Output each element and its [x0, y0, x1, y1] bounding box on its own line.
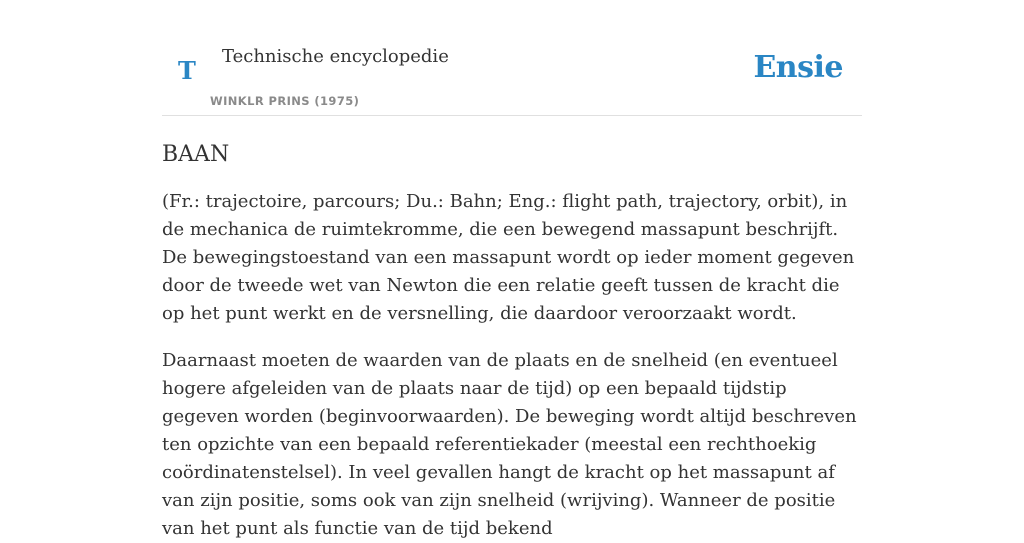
book-title-link[interactable]: Technische encyclopedie [222, 46, 449, 67]
brand-logo[interactable]: Ensie [753, 50, 843, 85]
page [162, 0, 862, 543]
book-subtitle: WINKLR PRINS (1975) [210, 94, 360, 108]
entry-paragraph: (Fr.: trajectoire, parcours; Du.: Bahn; Eng.: flight path, trajectory, orbit), in de mechanica de ruimtekromme, die een bewegend massapunt beschrijft. De bewegingstoestand van een massapunt wordt op ieder moment gegeven door de tweede wet van Newton die een relatie geeft tussen de kracht die op het punt werkt en de versnelling, die daardoor veroorzaakt wordt. [162, 191, 855, 324]
book-logo[interactable]: T [178, 56, 196, 85]
entry-title: BAAN [162, 142, 230, 167]
entry-paragraph: Daarnaast moeten de waarden van de plaats en de snelheid (en eventueel hogere afgeleiden van de plaats naar de tijd) op een bepaald tijdstip gegeven worden (beginvoorwaarden). De beweging wordt altijd beschreven ten opzichte van een bepaald referentiekader (meestal een rechthoekig coördinatenstelsel). In veel gevallen hangt de kracht op het massapunt af van zijn positie, soms ook van zijn snelheid (wrijving). Wanneer de positie van het punt als functie van de tijd bekend [162, 350, 857, 539]
header [162, 0, 862, 116]
